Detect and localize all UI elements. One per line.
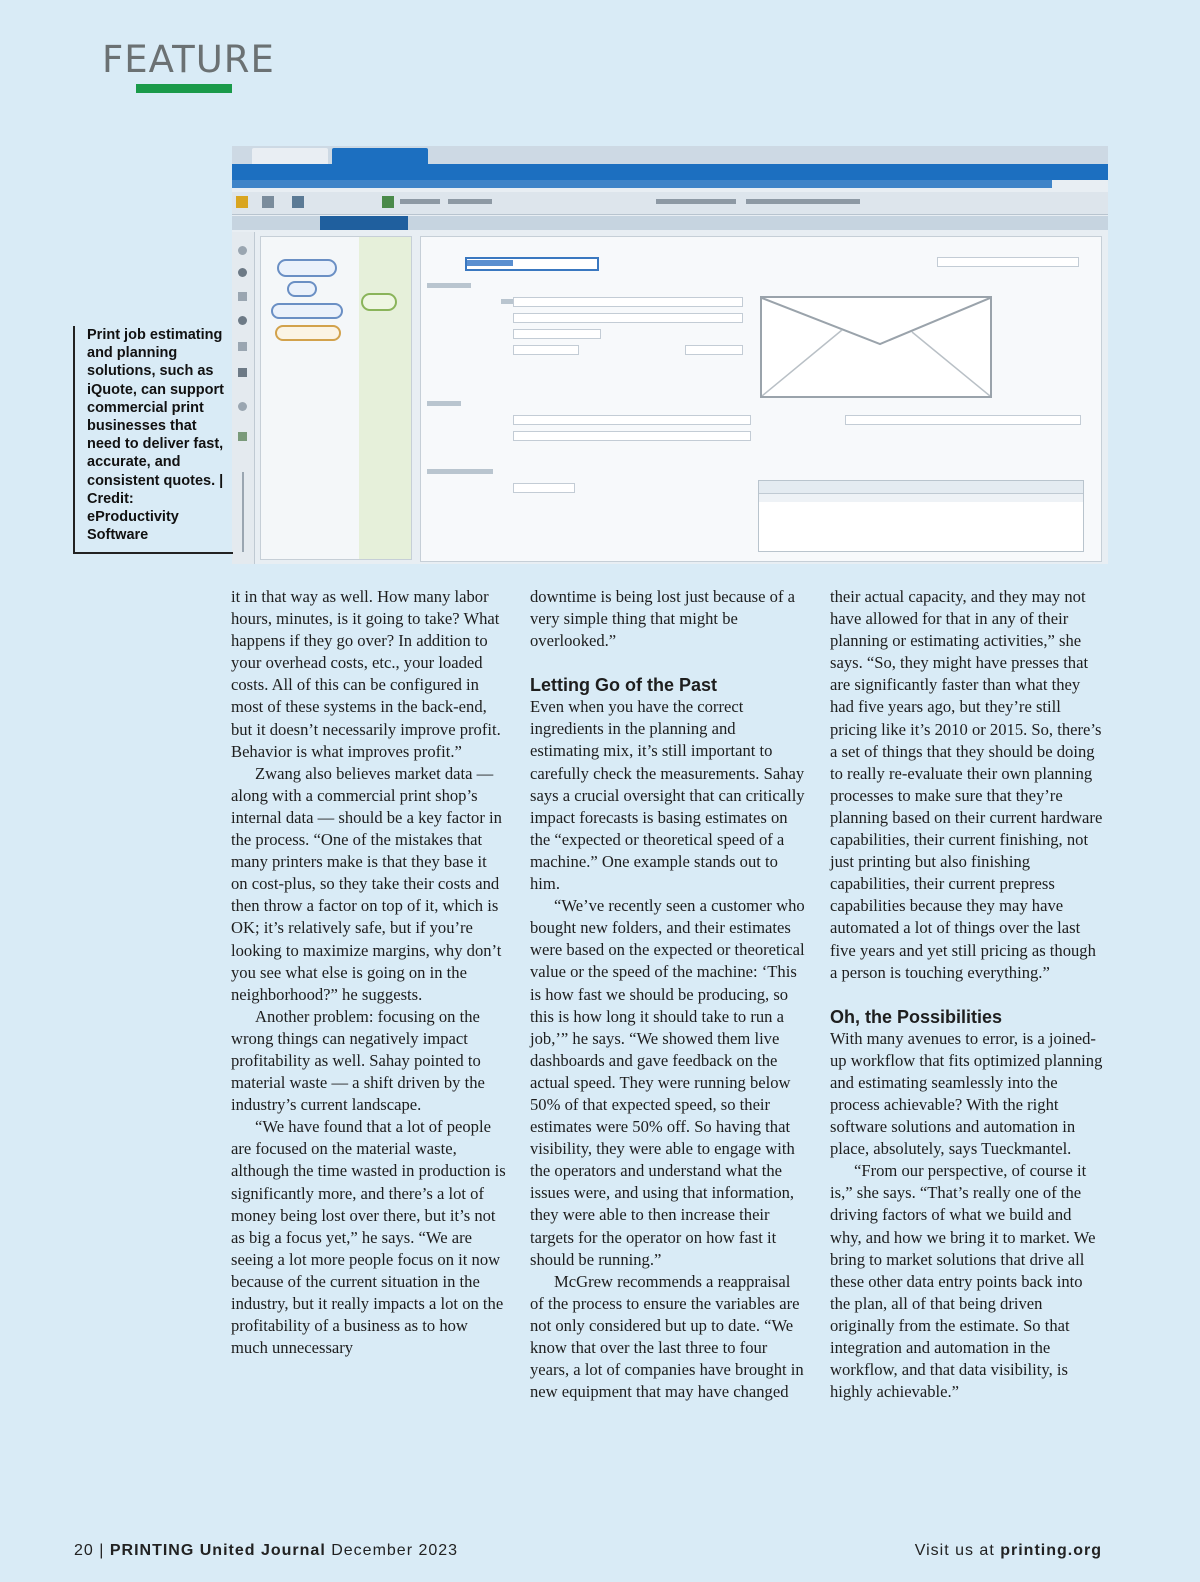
paragraph: their actual capacity, and they may not have allowed for that in any of their planning or estimating activities,” she says. “So, they might have presses that are significantly faster than what they had five years ago, but they’re still pricing like it’s 2010 or 2015. So, there’s a set of things that they should be doing to really re-evaluate their own planning processes to make sure that they’re planning based on their current hardware capabilities, their current finishing, not just printing but also finishing capabilities, their current prepress capabilities because they may have automated a lot of things over the last five years and yet still pricing as though a person is touching everything.” <box>830 587 1103 982</box>
page-number: 20 <box>74 1542 94 1559</box>
screenshot-title-bar <box>232 164 1108 180</box>
footer-separator: | <box>99 1542 105 1559</box>
article-column-3 <box>830 586 1106 1403</box>
screenshot-left-toolbar <box>232 232 255 564</box>
screenshot-tab-bar <box>232 146 1108 164</box>
page-footer-left <box>74 1542 458 1560</box>
paragraph: it in that way as well. How many labor hours, minutes, is it going to take? What happens if they go over? In addition to your overhead costs, etc., your loaded costs. All of this can be configured in most of these systems in the back-end, but it doesn’t necessarily improve profit. Behavior is what improves profit.” <box>231 587 501 761</box>
paragraph: downtime is being lost just because of a very simple thing that might be overlooked.” <box>530 587 795 651</box>
paragraph: Even when you have the correct ingredients in the planning and estimating mix, it’s still important to carefully check the measurements. Sahay says a crucial oversight that can critically impact forecasts is basing estimates on the “expected or theoretical speed of a machine.” One example stands out to him. <box>530 697 805 894</box>
website-link[interactable]: printing.org <box>1000 1542 1102 1559</box>
envelope-icon <box>762 298 990 396</box>
section-title: FEATURE <box>102 38 275 81</box>
iquote-screenshot <box>232 146 1108 564</box>
screenshot-toolbar <box>232 192 1108 215</box>
screenshot-schematic-tree <box>260 236 412 560</box>
paragraph: With many avenues to error, is a joined-up workflow that fits optimized planning and estimating seamlessly into the process achievable? With the right software solutions and automation in place, absolutely, says Tueckmantel. <box>830 1028 1103 1159</box>
screenshot-ink-table <box>758 480 1084 552</box>
visit-label: Visit us at <box>914 1542 995 1559</box>
section-heading: Letting Go of the Past <box>530 675 717 696</box>
paragraph: “We have found that a lot of people are focused on the material waste, although the time wasted in production is significantly more, and there’s a lot of money being lost over there, but it’s not as big a focus yet,” he says. “We are seeing a lot more people focus on it now because of the current situation in the industry, but it really impacts a lot on the profitability of a business as to how much unnecessary <box>231 1117 506 1358</box>
article-column-1 <box>231 586 507 1359</box>
screenshot-step-bar <box>232 216 1108 230</box>
envelope-preview <box>760 296 992 398</box>
screenshot-tab <box>252 148 328 164</box>
paragraph: “We’ve recently seen a customer who bought new folders, and their estimates were based on the expected or theoretical value or the speed of the machine: ‘This is how fast we should be producing, so this is how long it should take to run a job,’” he says. “We showed them live dashboards and gave feedback on the actual speed. They were running below 50% of that expected speed, so their estimates were 50% off. So having that visibility, they were able to engage with the operators and understand what the issues were, and using that information, they were able to then increase their targets for the operator on how fast it should be running.” <box>530 896 805 1269</box>
screenshot-tab-active <box>332 148 428 164</box>
article-column-2 <box>530 586 806 1403</box>
section-heading: Oh, the Possibilities <box>830 1006 1003 1027</box>
publication-name: PRINTING United Journal <box>109 1542 326 1559</box>
paragraph: McGrew recommends a reappraisal of the process to ensure the variables are not only considered but up to date. “We know that over the last three to four years, a lot of companies have brought in new equipment that may have changed <box>530 1271 804 1402</box>
paragraph: Another problem: focusing on the wrong things can negatively impact profitability as well. Sahay pointed to material waste — a shift driven by the industry’s current landscape. <box>231 1006 485 1115</box>
figure-caption: Print job estimating and planning solutions, such as iQuote, can support commercial print businesses that need to deliver fast, accurate, and consistent quotes. | Credit: eProductivity Software <box>73 326 233 554</box>
section-accent-bar <box>136 84 232 93</box>
paragraph: “From our perspective, of course it is,” she says. “That’s really one of the driving factors of what we build and why, and how we bring it to market. We bring to market solutions that drive all these other data entry points back into the plan, all of that being driven originally from the estimate. So that integration and automation in the workflow, and that data visibility, is highly achievable.” <box>830 1161 1096 1402</box>
issue-date: December 2023 <box>331 1542 459 1559</box>
paragraph: Zwang also believes market data — along with a commercial print shop’s internal data — should be a key factor in the process. “One of the mistakes that many printers make is that they base it on cost-plus, so they take their costs and then throw a factor on top of it, which is OK; it’s relatively safe, but if you’re looking to maximize margins, why don’t you see what else is going on in the neighborhood?” he suggests. <box>231 763 502 1004</box>
page-footer-right <box>915 1542 1102 1560</box>
screenshot-subtitle-bar <box>232 180 1052 188</box>
